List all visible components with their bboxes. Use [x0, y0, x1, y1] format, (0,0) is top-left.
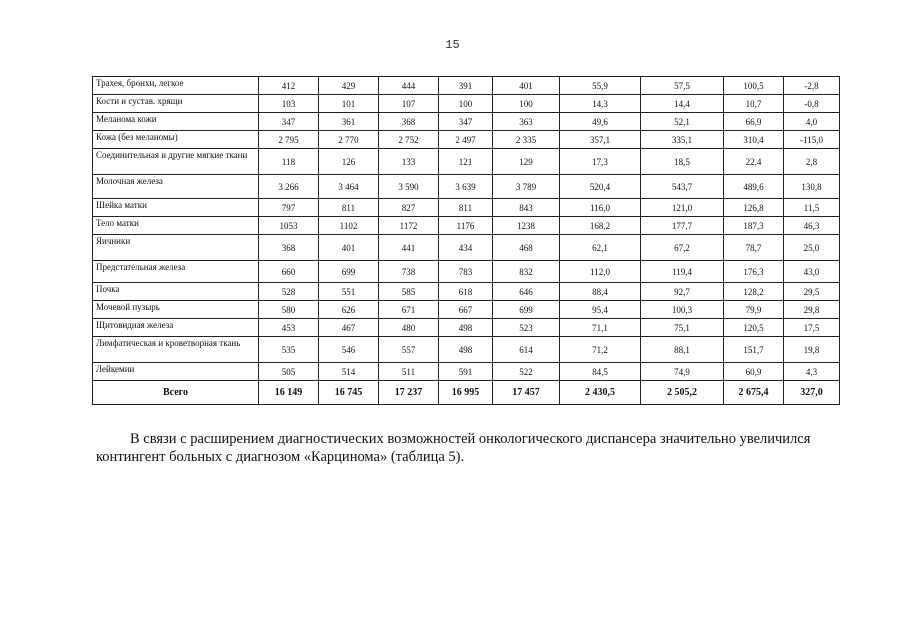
table-cell: 17,3: [560, 149, 641, 175]
table-cell: 29,5: [784, 283, 840, 301]
table-cell: 827: [379, 199, 439, 217]
table-cell: 11,5: [784, 199, 840, 217]
table-cell: 843: [493, 199, 560, 217]
table-row: [93, 363, 840, 381]
table-cell: 62,1: [560, 235, 641, 261]
table-cell: 522: [493, 363, 560, 381]
table-cell: 671: [379, 301, 439, 319]
table-cell: 2 505,2: [641, 381, 724, 405]
table-cell: 133: [379, 149, 439, 175]
table-cell: 401: [493, 77, 560, 95]
total-label: Всего: [93, 381, 259, 405]
table-cell: 126,8: [724, 199, 784, 217]
table-cell: 129: [493, 149, 560, 175]
table-row: [93, 283, 840, 301]
table-cell: 401: [319, 235, 379, 261]
table-cell: 528: [259, 283, 319, 301]
table-cell: 67,2: [641, 235, 724, 261]
table-cell: 75,1: [641, 319, 724, 337]
table-cell: 412: [259, 77, 319, 95]
table-cell: 60,9: [724, 363, 784, 381]
table-cell: 551: [319, 283, 379, 301]
table-cell: 444: [379, 77, 439, 95]
table-cell: 535: [259, 337, 319, 363]
table-cell: 4,0: [784, 113, 840, 131]
table-cell: 88,4: [560, 283, 641, 301]
table-cell: 74,9: [641, 363, 724, 381]
table-cell: 25,0: [784, 235, 840, 261]
table-cell: 699: [319, 261, 379, 283]
body-paragraph: [96, 430, 856, 466]
row-name: Мочевой пузырь: [93, 301, 259, 319]
table-cell: 614: [493, 337, 560, 363]
table-cell: 361: [319, 113, 379, 131]
table-row: [93, 95, 840, 113]
table-cell: 811: [319, 199, 379, 217]
table-cell: 523: [493, 319, 560, 337]
statistics-table: [92, 76, 840, 405]
table-cell: 10,7: [724, 95, 784, 113]
row-name: Соединительная и другие мягкие ткани: [93, 149, 259, 175]
table-row: [93, 235, 840, 261]
table-cell: 92,7: [641, 283, 724, 301]
table-cell: 151,7: [724, 337, 784, 363]
table-cell: 580: [259, 301, 319, 319]
row-name: Предстательная железа: [93, 261, 259, 283]
table-cell: 434: [439, 235, 493, 261]
table-cell: 71,2: [560, 337, 641, 363]
table-cell: 441: [379, 235, 439, 261]
table-cell: 128,2: [724, 283, 784, 301]
table-cell: 480: [379, 319, 439, 337]
table-cell: 1053: [259, 217, 319, 235]
row-name: Почка: [93, 283, 259, 301]
table-cell: -0,8: [784, 95, 840, 113]
table-cell: 29,8: [784, 301, 840, 319]
table-cell: 468: [493, 235, 560, 261]
table-cell: 78,7: [724, 235, 784, 261]
table-cell: 626: [319, 301, 379, 319]
table-cell: 107: [379, 95, 439, 113]
table-cell: 585: [379, 283, 439, 301]
table-cell: 543,7: [641, 175, 724, 199]
table-cell: 498: [439, 337, 493, 363]
table-cell: 16 995: [439, 381, 493, 405]
table-cell: 811: [439, 199, 493, 217]
table-cell: 667: [439, 301, 493, 319]
row-name: Кожа (без меланомы): [93, 131, 259, 149]
table-cell: 187,3: [724, 217, 784, 235]
table-cell: 832: [493, 261, 560, 283]
row-name: Яичники: [93, 235, 259, 261]
table-cell: 17,5: [784, 319, 840, 337]
table-cell: 3 789: [493, 175, 560, 199]
table-cell: 1176: [439, 217, 493, 235]
table-cell: 498: [439, 319, 493, 337]
table-cell: 95,4: [560, 301, 641, 319]
table-cell: 100,3: [641, 301, 724, 319]
table-cell: 3 590: [379, 175, 439, 199]
table-cell: 511: [379, 363, 439, 381]
table-cell: 2 335: [493, 131, 560, 149]
table-cell: 514: [319, 363, 379, 381]
table-cell: 130,8: [784, 175, 840, 199]
table-cell: 327,0: [784, 381, 840, 405]
table-cell: 14,3: [560, 95, 641, 113]
table-cell: 57,5: [641, 77, 724, 95]
row-name: Кости и сустав. хрящи: [93, 95, 259, 113]
table-cell: -115,0: [784, 131, 840, 149]
table-cell: 14,4: [641, 95, 724, 113]
table-cell: 310,4: [724, 131, 784, 149]
paragraph-text: В связи с расширением диагностических возможностей онкологического диспансера значительно увеличился контингент больных с диагнозом «Карцинома» (таблица 5).: [96, 431, 811, 465]
table-cell: 126: [319, 149, 379, 175]
table-cell: 100: [493, 95, 560, 113]
table-cell: 2 770: [319, 131, 379, 149]
table-cell: 347: [439, 113, 493, 131]
table-cell: 71,1: [560, 319, 641, 337]
row-name: Тело матки: [93, 217, 259, 235]
table-cell: 467: [319, 319, 379, 337]
table-cell: 453: [259, 319, 319, 337]
table-cell: 16 149: [259, 381, 319, 405]
table-cell: 660: [259, 261, 319, 283]
table-cell: 119,4: [641, 261, 724, 283]
table-cell: 1238: [493, 217, 560, 235]
table-cell: 2,8: [784, 149, 840, 175]
table-row: [93, 217, 840, 235]
table-cell: 520,4: [560, 175, 641, 199]
table-row: [93, 113, 840, 131]
table-cell: 16 745: [319, 381, 379, 405]
row-name: Меланома кожи: [93, 113, 259, 131]
table-cell: 121,0: [641, 199, 724, 217]
table-cell: 368: [379, 113, 439, 131]
table-row: [93, 261, 840, 283]
table-cell: 118: [259, 149, 319, 175]
table-cell: 2 497: [439, 131, 493, 149]
table-cell: 88,1: [641, 337, 724, 363]
table-cell: 3 464: [319, 175, 379, 199]
table-cell: 17 457: [493, 381, 560, 405]
table-cell: 1102: [319, 217, 379, 235]
table-row: [93, 319, 840, 337]
table-row: [93, 301, 840, 319]
row-name: Молочная железа: [93, 175, 259, 199]
table-total-row: [93, 381, 840, 405]
table-row: [93, 175, 840, 199]
page-number: 15: [445, 38, 460, 52]
table-cell: 546: [319, 337, 379, 363]
table-cell: 46,3: [784, 217, 840, 235]
table-cell: 177,7: [641, 217, 724, 235]
table-cell: 100: [439, 95, 493, 113]
table-cell: 2 752: [379, 131, 439, 149]
table-cell: 43,0: [784, 261, 840, 283]
table-cell: 2 675,4: [724, 381, 784, 405]
table-cell: 52,1: [641, 113, 724, 131]
table-cell: 116,0: [560, 199, 641, 217]
table-cell: 19,8: [784, 337, 840, 363]
table-cell: 357,1: [560, 131, 641, 149]
table-cell: 3 266: [259, 175, 319, 199]
table-cell: 347: [259, 113, 319, 131]
table-cell: 368: [259, 235, 319, 261]
table-cell: 120,5: [724, 319, 784, 337]
table-cell: 121: [439, 149, 493, 175]
table-cell: 100,5: [724, 77, 784, 95]
table-cell: 2 430,5: [560, 381, 641, 405]
table-cell: 4,3: [784, 363, 840, 381]
table-cell: 17 237: [379, 381, 439, 405]
table-cell: 591: [439, 363, 493, 381]
table-cell: 489,6: [724, 175, 784, 199]
table-cell: 103: [259, 95, 319, 113]
table-cell: 429: [319, 77, 379, 95]
table-row: [93, 199, 840, 217]
table-cell: 699: [493, 301, 560, 319]
table-cell: 22,4: [724, 149, 784, 175]
table-cell: 18,5: [641, 149, 724, 175]
table-cell: 3 639: [439, 175, 493, 199]
table-cell: 335,1: [641, 131, 724, 149]
row-name: Лейкемии: [93, 363, 259, 381]
table-cell: 646: [493, 283, 560, 301]
table-cell: 1172: [379, 217, 439, 235]
table-cell: 391: [439, 77, 493, 95]
row-name: Шейка матки: [93, 199, 259, 217]
table-cell: 738: [379, 261, 439, 283]
table-cell: 505: [259, 363, 319, 381]
row-name: Щитовидная железа: [93, 319, 259, 337]
row-name: Трахея, бронхи, легкое: [93, 77, 259, 95]
table-cell: 797: [259, 199, 319, 217]
table-cell: 2 795: [259, 131, 319, 149]
table-cell: 112,0: [560, 261, 641, 283]
table-cell: 79,9: [724, 301, 784, 319]
table-row: [93, 337, 840, 363]
table-cell: 618: [439, 283, 493, 301]
table-cell: 55,9: [560, 77, 641, 95]
table-cell: 49,6: [560, 113, 641, 131]
table-row: [93, 149, 840, 175]
table-cell: 557: [379, 337, 439, 363]
table-row: [93, 131, 840, 149]
table-row: [93, 77, 840, 95]
table-cell: 176,3: [724, 261, 784, 283]
table-cell: 168,2: [560, 217, 641, 235]
table-cell: 101: [319, 95, 379, 113]
row-name: Лимфатическая и кроветворная ткань: [93, 337, 259, 363]
table-cell: 66,9: [724, 113, 784, 131]
table-cell: 363: [493, 113, 560, 131]
table-cell: 783: [439, 261, 493, 283]
table-cell: 84,5: [560, 363, 641, 381]
table-cell: -2,8: [784, 77, 840, 95]
